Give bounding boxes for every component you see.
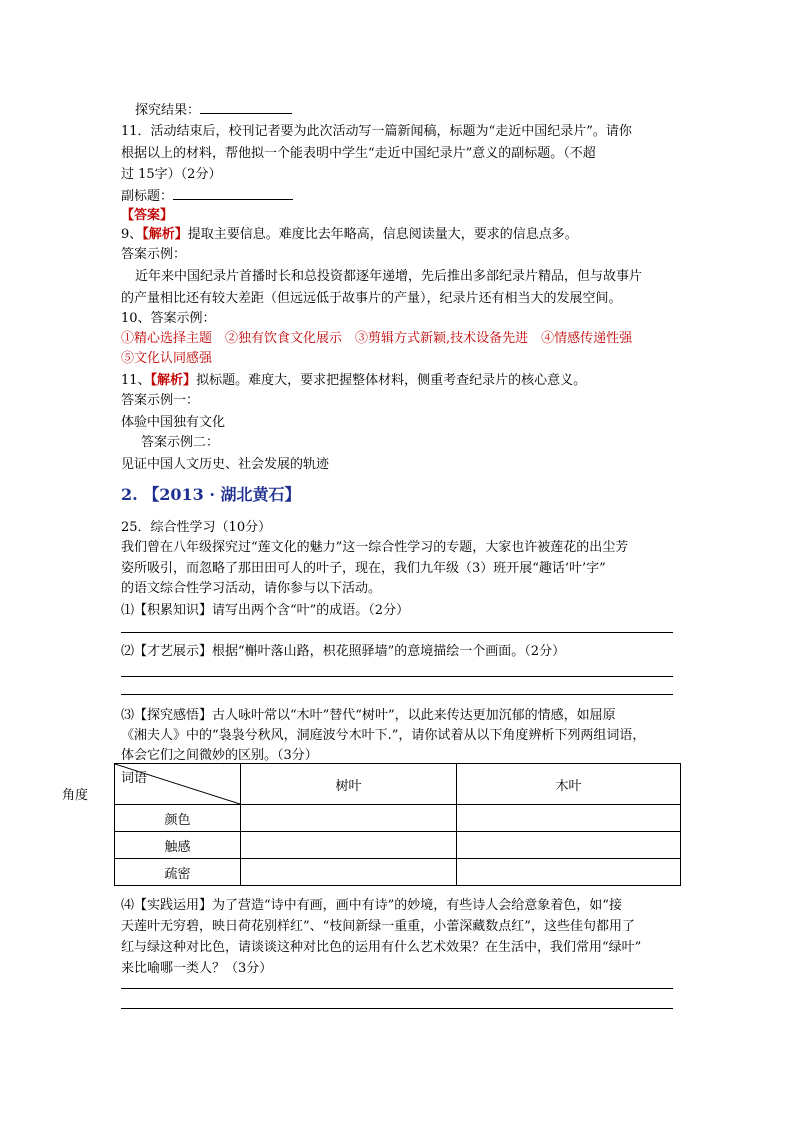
part4-line1: ⑷【实践运用】为了营造“诗中有画，画中有诗”的妙境，有些诗人会给意象着色，如“接	[121, 898, 622, 913]
result-line	[135, 99, 292, 118]
a9-prefix: 9、	[121, 227, 143, 242]
q11-line2: 根据以上的材料，帮他拟一个能表明中学生“走近中国纪录片”意义的副标题。（不超	[121, 146, 596, 161]
a11-example2: 见证中国人文历史、社会发展的轨迹	[121, 457, 330, 472]
part4-line3: 红与绿这种对比色，请谈谈这种对比色的运用有什么艺术效果？在生活中，我们常用“绿叶”	[121, 940, 642, 955]
row-label-color: 颜色	[115, 805, 241, 832]
part3-line1: ⑶【探究感悟】古人咏叶常以“木叶”替代“树叶”，以此来传达更加沉郁的情感，如屈原	[121, 708, 616, 723]
subtitle-label: 副标题：	[121, 189, 174, 204]
a11-tag: 【解析】	[150, 373, 197, 388]
a9-example-line2: 的产量相比还有较大差距（但远远低于故事片的产量），纪录片还有相当大的发展空间。	[121, 291, 622, 306]
table-col-muye: 木叶	[457, 764, 681, 805]
part3-line3: 体会它们之间微妙的区别。（3分）	[121, 748, 318, 763]
a11-example2-label: 答案示例二：	[141, 435, 220, 450]
a9-text: 提取主要信息。难度比去年略高，信息阅读量大，要求的信息点多。	[187, 227, 578, 242]
row-label-touch: 触感	[115, 832, 241, 859]
table-header-row	[115, 764, 681, 805]
result-label: 探究结果：	[135, 103, 201, 118]
part4-answer-line-1[interactable]	[121, 988, 673, 989]
part4-line2: 天莲叶无穷碧，映日荷花别样红”、“枝间新绿一重重，小蕾深藏数点红”，这些佳句都用了	[121, 919, 635, 934]
cell-density-shuye[interactable]	[241, 859, 457, 886]
subtitle-blank[interactable]	[173, 186, 293, 200]
q11-line1: 11．活动结束后，校刊记者要为此次活动写一篇新闻稿，标题为“走近中国纪录片”。请你	[121, 124, 632, 139]
comparison-table	[114, 763, 681, 886]
part2-prompt: ⑵【才艺展示】根据“槲叶落山路，枳花照驿墙”的意境描绘一个画面。（2分）	[121, 644, 566, 659]
table-corner-cell	[115, 764, 241, 805]
cell-density-muye[interactable]	[457, 859, 681, 886]
cell-touch-muye[interactable]	[457, 832, 681, 859]
q25-title: 25．综合性学习（10分）	[121, 520, 272, 535]
a11-line	[121, 369, 586, 388]
a9-tag: 【解析】	[142, 227, 188, 242]
table-row	[115, 832, 681, 859]
part2-answer-line-2[interactable]	[121, 694, 673, 695]
table-corner-label: 词语	[121, 771, 148, 786]
row-label-density: 疏密	[115, 859, 241, 886]
a9-example-label: 答案示例：	[121, 247, 187, 262]
a9-example-line1: 近年来中国纪录片首播时长和总投资都逐年递增，先后推出多部纪录片精品，但与故事片	[135, 269, 643, 284]
intro-line1: 我们曾在八年级探究过“莲文化的魅力”这一综合性学习的专题，大家也许被莲花的出尘芳	[121, 540, 629, 555]
cell-color-shuye[interactable]	[241, 805, 457, 832]
intro-line2: 姿所吸引，而忽略了那田田可人的叶子，现在，我们九年级（3）班开展“趣话‘叶’字”	[121, 561, 606, 576]
a10-line1: ①精心选择主题 ②独有饮食文化展示 ③剪辑方式新颖,技术设备先进 ④情感传递性强	[121, 331, 633, 346]
result-blank[interactable]	[200, 100, 292, 114]
answer-header: 【答案】	[121, 208, 174, 223]
a11-text: 拟标题。难度大，要求把握整体材料，侧重考查纪录片的核心意义。	[196, 373, 587, 388]
a11-example1: 体验中国独有文化	[121, 415, 226, 430]
a10-line2: ⑤文化认同感强	[121, 351, 213, 366]
cell-touch-shuye[interactable]	[241, 832, 457, 859]
part2-answer-line-1[interactable]	[121, 676, 673, 677]
cell-color-muye[interactable]	[457, 805, 681, 832]
section-heading: 2. 【2013 · 湖北黄石】	[121, 485, 301, 504]
part3-line2: 《湘夫人》中的“袅袅兮秋风，洞庭波兮木叶下.”，请你试着从以下角度辨析下列两组词语，	[121, 728, 646, 743]
table-side-label: 角度	[62, 788, 89, 803]
table-row	[115, 859, 681, 886]
a9-line	[121, 223, 578, 242]
part1-answer-line[interactable]	[121, 632, 673, 633]
subtitle-line	[121, 185, 293, 204]
a11-example1-label: 答案示例一：	[121, 393, 200, 408]
table-row	[115, 805, 681, 832]
table-col-shuye: 树叶	[241, 764, 457, 805]
part4-line4: 来比喻哪一类人？（3分）	[121, 961, 273, 976]
q11-line3: 过 15字）（2分）	[121, 167, 222, 182]
part1-prompt: ⑴【积累知识】请写出两个含“叶”的成语。（2分）	[121, 603, 410, 618]
part4-answer-line-2[interactable]	[121, 1008, 673, 1009]
a10-label: 10、答案示例：	[121, 311, 216, 326]
a11-prefix: 11、	[121, 373, 151, 388]
intro-line3: 的语文综合性学习活动，请你参与以下活动。	[121, 581, 382, 596]
